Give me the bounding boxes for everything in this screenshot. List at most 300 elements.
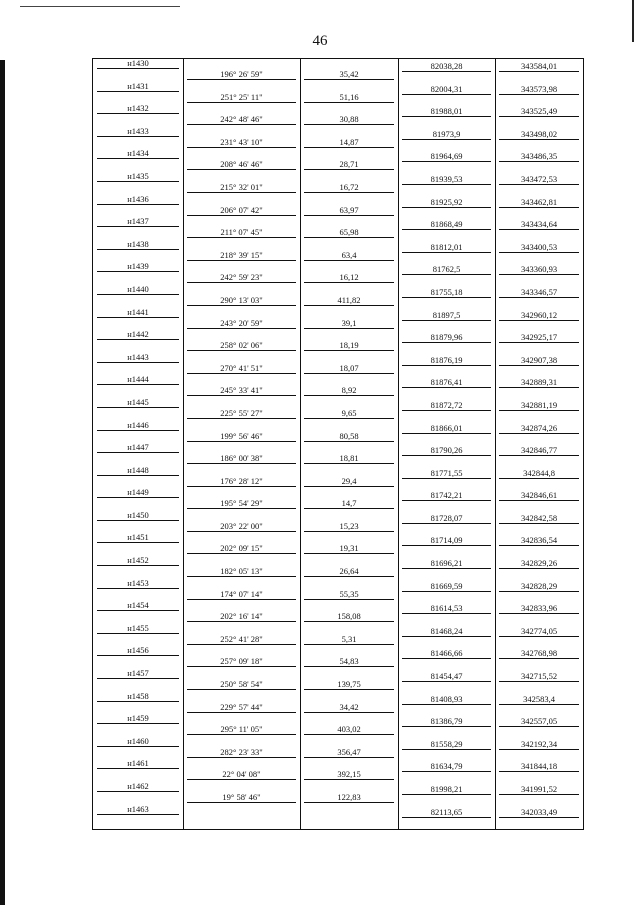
- cell-rule: [402, 365, 491, 366]
- cell-rule: [402, 116, 491, 117]
- cell-rule: [97, 136, 179, 137]
- y-coordinate-cell: 343584,01: [520, 61, 558, 71]
- cell-rule: [499, 749, 579, 750]
- point-cell: н1433: [127, 125, 149, 136]
- x-coordinate-cell: 81897,5: [432, 309, 461, 320]
- length-cell: 403,02: [337, 724, 361, 735]
- angle-cell: 218° 39' 15": [220, 249, 263, 260]
- table-row: [93, 737, 583, 760]
- x-coordinate-cell: 81872,72: [430, 399, 463, 410]
- angle-cell: 202° 09' 15": [220, 543, 263, 554]
- table-row: [93, 285, 583, 308]
- cell-rule: [187, 328, 296, 329]
- point-cell: н1440: [127, 283, 149, 294]
- cell-rule: [499, 297, 579, 298]
- x-coordinate-cell: 81998,21: [430, 784, 463, 794]
- y-coordinate-cell: 342828,29: [520, 580, 558, 591]
- cell-rule: [187, 441, 296, 442]
- table-row: [93, 805, 583, 828]
- table-row: [93, 624, 583, 647]
- length-cell: 80,58: [339, 430, 359, 441]
- cell-rule: [187, 463, 296, 464]
- angle-cell: 195° 54' 29": [220, 498, 263, 509]
- angle-cell: 290° 13' 03": [220, 294, 263, 305]
- cell-rule: [499, 455, 579, 456]
- x-coordinate-cell: 81771,55: [430, 467, 463, 478]
- point-cell: н1456: [127, 645, 149, 656]
- length-cell: 139,75: [337, 679, 361, 690]
- point-cell: н1442: [127, 329, 149, 340]
- cell-rule: [304, 666, 394, 667]
- cell-rule: [304, 260, 394, 261]
- cell-rule: [97, 362, 179, 363]
- table-row: [93, 556, 583, 579]
- cell-rule: [187, 802, 296, 803]
- cell-rule: [187, 124, 296, 125]
- cell-rule: [402, 207, 491, 208]
- cell-rule: [187, 102, 296, 103]
- coordinates-table: [92, 58, 584, 830]
- cell-rule: [304, 644, 394, 645]
- cell-rule: [499, 523, 579, 524]
- cell-rule: [304, 802, 394, 803]
- point-cell: н1461: [127, 758, 149, 769]
- table-row: [93, 533, 583, 556]
- point-cell: н1430: [127, 58, 149, 68]
- angle-cell: 258° 02' 06": [220, 340, 263, 351]
- length-cell: 411,82: [337, 294, 361, 305]
- table-row: [93, 308, 583, 331]
- y-coordinate-cell: 342557,05: [520, 716, 558, 727]
- table-row: [93, 443, 583, 466]
- cell-rule: [499, 116, 579, 117]
- cell-rule: [402, 320, 491, 321]
- cell-rule: [304, 215, 394, 216]
- table-row: [93, 782, 583, 805]
- cell-rule: [97, 181, 179, 182]
- point-cell: н1447: [127, 442, 149, 453]
- cell-rule: [304, 192, 394, 193]
- point-cell: н1454: [127, 600, 149, 611]
- point-cell: н1446: [127, 419, 149, 430]
- point-cell: н1458: [127, 690, 149, 701]
- cell-rule: [402, 817, 491, 818]
- cell-rule: [187, 621, 296, 622]
- cell-rule: [304, 373, 394, 374]
- y-coordinate-cell: 342889,31: [520, 377, 558, 388]
- table-row: [93, 692, 583, 715]
- cell-rule: [187, 237, 296, 238]
- table-row: [93, 759, 583, 782]
- x-coordinate-cell: 82113,65: [430, 806, 463, 817]
- cell-rule: [97, 791, 179, 792]
- cell-rule: [499, 658, 579, 659]
- cell-rule: [402, 229, 491, 230]
- y-coordinate-cell: 343498,02: [520, 128, 558, 139]
- point-cell: н1448: [127, 464, 149, 475]
- angle-cell: 229° 57' 44": [220, 701, 263, 712]
- point-cell: н1452: [127, 555, 149, 566]
- cell-rule: [499, 568, 579, 569]
- cell-rule: [499, 139, 579, 140]
- x-coordinate-cell: 81634,79: [430, 761, 463, 772]
- cell-rule: [499, 613, 579, 614]
- cell-rule: [402, 545, 491, 546]
- length-cell: 18,81: [339, 453, 359, 464]
- cell-rule: [304, 553, 394, 554]
- angle-cell: 203° 22' 00": [220, 520, 263, 531]
- table-row: [93, 330, 583, 353]
- x-coordinate-cell: 81466,66: [430, 648, 463, 659]
- cell-rule: [304, 79, 394, 80]
- cell-rule: [97, 520, 179, 521]
- y-coordinate-cell: 341844,18: [520, 761, 558, 772]
- cell-rule: [97, 384, 179, 385]
- cell-rule: [304, 757, 394, 758]
- cell-rule: [402, 771, 491, 772]
- point-cell: н1439: [127, 261, 149, 272]
- cell-rule: [97, 339, 179, 340]
- length-cell: 19,31: [339, 543, 359, 554]
- angle-cell: 215° 32' 01": [220, 181, 263, 192]
- point-cell: н1463: [127, 803, 149, 814]
- x-coordinate-cell: 81669,59: [430, 580, 463, 591]
- table-row: [93, 195, 583, 218]
- cell-rule: [187, 486, 296, 487]
- cell-rule: [304, 328, 394, 329]
- table-row: [93, 601, 583, 624]
- table-row: [93, 466, 583, 489]
- angle-cell: 243° 20' 59": [220, 317, 263, 328]
- table-row: [93, 217, 583, 240]
- y-coordinate-cell: 342907,38: [520, 354, 558, 365]
- cell-rule: [304, 508, 394, 509]
- length-cell: 29,4: [341, 475, 357, 486]
- cell-rule: [304, 169, 394, 170]
- cell-rule: [304, 147, 394, 148]
- x-coordinate-cell: 81876,41: [430, 377, 463, 388]
- y-coordinate-cell: 342846,61: [520, 490, 558, 501]
- cell-rule: [97, 610, 179, 611]
- cell-rule: [499, 817, 579, 818]
- cell-rule: [187, 305, 296, 306]
- y-coordinate-cell: 343486,35: [520, 151, 558, 162]
- point-cell: н1450: [127, 509, 149, 520]
- point-cell: н1444: [127, 374, 149, 385]
- cell-rule: [402, 794, 491, 795]
- angle-cell: 206° 07' 42": [220, 204, 263, 215]
- cell-rule: [402, 726, 491, 727]
- length-cell: 28,71: [339, 159, 359, 170]
- length-cell: 5,31: [341, 633, 357, 644]
- cell-rule: [499, 478, 579, 479]
- angle-cell: 22° 04' 08": [222, 769, 261, 780]
- y-coordinate-cell: 342960,12: [520, 309, 558, 320]
- length-cell: 16,72: [339, 181, 359, 192]
- cell-rule: [304, 621, 394, 622]
- x-coordinate-cell: 82004,31: [430, 83, 463, 94]
- table-row: [93, 669, 583, 692]
- angle-cell: 19° 58' 46": [222, 792, 261, 802]
- cell-rule: [402, 749, 491, 750]
- table-row: [93, 172, 583, 195]
- length-cell: 9,65: [341, 407, 357, 418]
- table-body: [93, 59, 583, 827]
- cell-rule: [402, 704, 491, 705]
- cell-rule: [97, 271, 179, 272]
- cell-rule: [187, 757, 296, 758]
- cell-rule: [499, 704, 579, 705]
- y-coordinate-cell: 343525,49: [520, 106, 558, 117]
- length-cell: 14,7: [341, 498, 357, 509]
- cell-rule: [304, 779, 394, 780]
- point-cell: н1451: [127, 532, 149, 543]
- cell-rule: [402, 71, 491, 72]
- length-cell: 55,35: [339, 588, 359, 599]
- cell-rule: [499, 365, 579, 366]
- cell-rule: [187, 712, 296, 713]
- table-row: [93, 579, 583, 602]
- cell-rule: [187, 644, 296, 645]
- y-coordinate-cell: 343462,81: [520, 196, 558, 207]
- cell-rule: [304, 712, 394, 713]
- angle-cell: 231° 43' 10": [220, 136, 263, 147]
- point-cell: н1437: [127, 216, 149, 227]
- angle-cell: 245° 33' 41": [220, 385, 263, 396]
- angle-cell: 242° 59' 23": [220, 272, 263, 283]
- angle-cell: 174° 07' 14": [220, 588, 263, 599]
- cell-rule: [304, 395, 394, 396]
- cell-rule: [304, 599, 394, 600]
- x-coordinate-cell: 81964,69: [430, 151, 463, 162]
- point-cell: н1445: [127, 396, 149, 407]
- cell-rule: [97, 723, 179, 724]
- cell-rule: [97, 475, 179, 476]
- cell-rule: [402, 94, 491, 95]
- cell-rule: [187, 508, 296, 509]
- y-coordinate-cell: 343360,93: [520, 264, 558, 275]
- cell-rule: [187, 350, 296, 351]
- scan-edge: [0, 60, 5, 905]
- cell-rule: [97, 497, 179, 498]
- cell-rule: [187, 282, 296, 283]
- cell-rule: [187, 531, 296, 532]
- cell-rule: [97, 158, 179, 159]
- cell-rule: [499, 387, 579, 388]
- y-coordinate-cell: 342925,17: [520, 332, 558, 343]
- x-coordinate-cell: 81714,09: [430, 535, 463, 546]
- angle-cell: 211° 07' 45": [220, 227, 263, 238]
- table-row: [93, 59, 583, 82]
- cell-rule: [402, 387, 491, 388]
- angle-cell: 199° 56' 46": [220, 430, 263, 441]
- length-cell: 35,42: [339, 69, 359, 79]
- y-coordinate-cell: 342881,19: [520, 399, 558, 410]
- cell-rule: [402, 433, 491, 434]
- x-coordinate-cell: 81866,01: [430, 422, 463, 433]
- cell-rule: [97, 701, 179, 702]
- cell-rule: [499, 274, 579, 275]
- length-cell: 34,42: [339, 701, 359, 712]
- cell-rule: [187, 147, 296, 148]
- cell-rule: [499, 320, 579, 321]
- y-coordinate-cell: 342192,34: [520, 738, 558, 749]
- length-cell: 18,07: [339, 362, 359, 373]
- length-cell: 392,15: [337, 769, 361, 780]
- cell-rule: [97, 542, 179, 543]
- cell-rule: [97, 565, 179, 566]
- length-cell: 16,12: [339, 272, 359, 283]
- table-row: [93, 82, 583, 105]
- cell-rule: [499, 342, 579, 343]
- table-row: [93, 375, 583, 398]
- cell-rule: [402, 591, 491, 592]
- y-coordinate-cell: 342842,58: [520, 512, 558, 523]
- length-cell: 356,47: [337, 746, 361, 757]
- y-coordinate-cell: 343573,98: [520, 83, 558, 94]
- y-coordinate-cell: 342774,05: [520, 625, 558, 636]
- table-row: [93, 104, 583, 127]
- table-row: [93, 149, 583, 172]
- table-row: [93, 646, 583, 669]
- cell-rule: [402, 342, 491, 343]
- x-coordinate-cell: 82038,28: [430, 61, 463, 71]
- angle-cell: 208° 46' 46": [220, 159, 263, 170]
- cell-rule: [499, 94, 579, 95]
- angle-cell: 242° 48' 46": [220, 114, 263, 125]
- cell-rule: [97, 678, 179, 679]
- y-coordinate-cell: 343346,57: [520, 286, 558, 297]
- x-coordinate-cell: 81868,49: [430, 219, 463, 230]
- cell-rule: [402, 523, 491, 524]
- length-cell: 15,23: [339, 520, 359, 531]
- y-coordinate-cell: 342833,96: [520, 603, 558, 614]
- cell-rule: [499, 433, 579, 434]
- length-cell: 158,08: [337, 611, 361, 622]
- x-coordinate-cell: 81558,29: [430, 738, 463, 749]
- cell-rule: [187, 192, 296, 193]
- length-cell: 14,87: [339, 136, 359, 147]
- point-cell: н1434: [127, 148, 149, 159]
- cell-rule: [499, 636, 579, 637]
- page-number: 46: [312, 33, 328, 49]
- y-coordinate-cell: 342836,54: [520, 535, 558, 546]
- cell-rule: [304, 124, 394, 125]
- y-coordinate-cell: 342874,26: [520, 422, 558, 433]
- cell-rule: [187, 260, 296, 261]
- length-cell: 122,83: [337, 792, 361, 802]
- cell-rule: [499, 794, 579, 795]
- x-coordinate-cell: 81879,96: [430, 332, 463, 343]
- cell-rule: [499, 207, 579, 208]
- x-coordinate-cell: 81925,92: [430, 196, 463, 207]
- angle-cell: 182° 05' 13": [220, 566, 263, 577]
- length-cell: 63,4: [341, 249, 357, 260]
- cell-rule: [499, 252, 579, 253]
- angle-cell: 225° 55' 27": [220, 407, 263, 418]
- table-row: [93, 240, 583, 263]
- top-rule: [20, 6, 180, 7]
- cell-rule: [187, 395, 296, 396]
- x-coordinate-cell: 81755,18: [430, 286, 463, 297]
- cell-rule: [304, 734, 394, 735]
- cell-rule: [402, 478, 491, 479]
- x-coordinate-cell: 81728,07: [430, 512, 463, 523]
- cell-rule: [499, 591, 579, 592]
- y-coordinate-cell: 341991,52: [520, 784, 558, 794]
- cell-rule: [97, 452, 179, 453]
- cell-rule: [402, 161, 491, 162]
- x-coordinate-cell: 81454,47: [430, 671, 463, 682]
- cell-rule: [304, 102, 394, 103]
- cell-rule: [187, 599, 296, 600]
- point-cell: н1457: [127, 668, 149, 679]
- cell-rule: [187, 779, 296, 780]
- point-cell: н1431: [127, 80, 149, 91]
- cell-rule: [402, 274, 491, 275]
- cell-rule: [97, 588, 179, 589]
- length-cell: 18,19: [339, 340, 359, 351]
- cell-rule: [402, 297, 491, 298]
- x-coordinate-cell: 81762,5: [432, 264, 461, 275]
- cell-rule: [499, 229, 579, 230]
- y-coordinate-cell: 342844,8: [523, 467, 555, 478]
- y-coordinate-cell: 342583,4: [523, 693, 555, 704]
- cell-rule: [499, 771, 579, 772]
- x-coordinate-cell: 81988,01: [430, 106, 463, 117]
- table-row: [93, 353, 583, 376]
- cell-rule: [187, 215, 296, 216]
- cell-rule: [402, 568, 491, 569]
- table-row: [93, 398, 583, 421]
- cell-rule: [97, 655, 179, 656]
- cell-rule: [304, 305, 394, 306]
- length-cell: 26,64: [339, 566, 359, 577]
- table-row: [93, 488, 583, 511]
- cell-rule: [97, 814, 179, 815]
- cell-rule: [304, 463, 394, 464]
- cell-rule: [499, 726, 579, 727]
- cell-rule: [97, 430, 179, 431]
- angle-cell: 252° 41' 28": [220, 633, 263, 644]
- cell-rule: [187, 734, 296, 735]
- cell-rule: [97, 226, 179, 227]
- cell-rule: [499, 71, 579, 72]
- y-coordinate-cell: 342829,26: [520, 558, 558, 569]
- angle-cell: 251° 25' 11": [220, 91, 263, 102]
- cell-rule: [499, 410, 579, 411]
- table-row: [93, 511, 583, 534]
- cell-rule: [97, 407, 179, 408]
- x-coordinate-cell: 81973,9: [432, 128, 461, 139]
- point-cell: н1438: [127, 238, 149, 249]
- angle-cell: 295° 11' 05": [220, 724, 263, 735]
- cell-rule: [97, 633, 179, 634]
- cell-rule: [402, 500, 491, 501]
- cell-rule: [187, 689, 296, 690]
- cell-rule: [187, 169, 296, 170]
- cell-rule: [187, 79, 296, 80]
- cell-rule: [402, 658, 491, 659]
- cell-rule: [304, 282, 394, 283]
- x-coordinate-cell: 81812,01: [430, 241, 463, 252]
- angle-cell: 250° 58' 54": [220, 679, 263, 690]
- x-coordinate-cell: 81696,21: [430, 558, 463, 569]
- y-coordinate-cell: 343400,53: [520, 241, 558, 252]
- length-cell: 63,97: [339, 204, 359, 215]
- x-coordinate-cell: 81876,19: [430, 354, 463, 365]
- point-cell: н1453: [127, 577, 149, 588]
